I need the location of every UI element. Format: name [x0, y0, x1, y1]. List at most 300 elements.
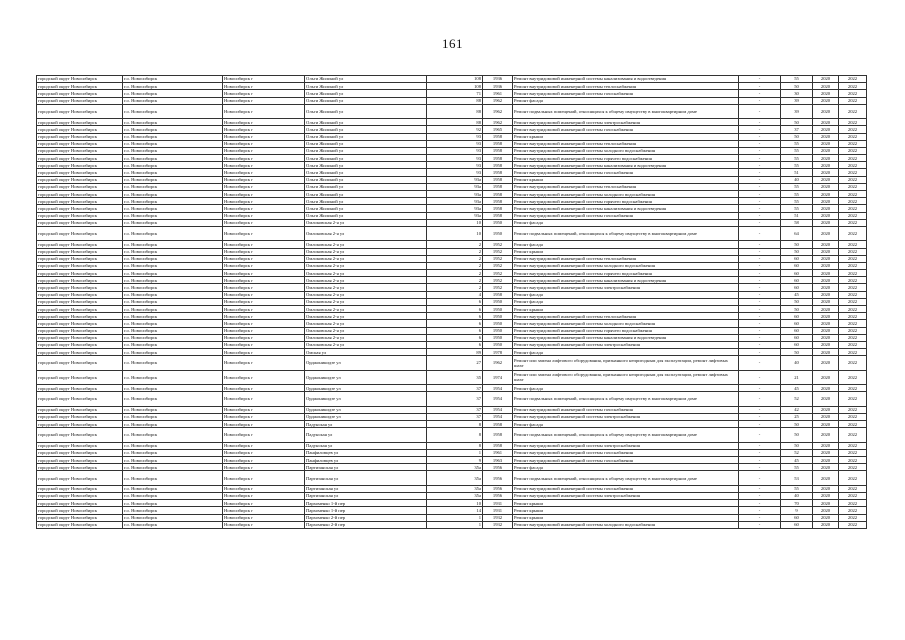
cell-year-end: 2022 [839, 291, 867, 298]
cell-year-built: 1956 [483, 492, 513, 499]
cell-work-type: Ремонт внутридомовой инженерной системы холодного водоснабжения [513, 147, 739, 154]
cell-dash: - [739, 155, 781, 162]
cell-city: Новосибирск г [223, 133, 305, 140]
cell-year-end: 2022 [839, 270, 867, 277]
cell-city: Новосибирск г [223, 241, 305, 248]
table-row [37, 313, 867, 320]
cell-city: Новосибирск г [223, 248, 305, 255]
cell-dash: - [739, 349, 781, 356]
table-row [37, 83, 867, 90]
table-row [37, 464, 867, 471]
cell-cost: 50 [781, 248, 813, 255]
cell-year-built: 1950 [483, 341, 513, 348]
cell-year-end: 2022 [839, 356, 867, 370]
cell-city: Новосибирск г [223, 97, 305, 104]
cell-municipality: городской округ Новосибирск [37, 176, 123, 183]
cell-dash: - [739, 226, 781, 240]
cell-work-type: Ремонт крыши [513, 514, 739, 521]
cell-dash: - [739, 291, 781, 298]
cell-year-built: 1932 [483, 521, 513, 528]
cell-work-type: Ремонт внутридомовой инженерной системы холодного водоснабжения [513, 191, 739, 198]
cell-dash: - [739, 198, 781, 205]
cell-city: Новосибирск г [223, 219, 305, 226]
cell-year-end: 2022 [839, 140, 867, 147]
cell-year-built: 1936 [483, 83, 513, 90]
cell-work-type: Ремонт внутридомовой инженерной системы теплоснабжения [513, 255, 739, 262]
table-row [37, 507, 867, 514]
cell-city: Новосибирск г [223, 226, 305, 240]
cell-year-end: 2022 [839, 413, 867, 420]
cell-municipality: городской округ Новосибирск [37, 198, 123, 205]
cell-street: Пархоменко 1-й пер [305, 507, 427, 514]
cell-dash: - [739, 356, 781, 370]
cell-year-end: 2022 [839, 133, 867, 140]
cell-work-type: Ремонт внутридомовой инженерной системы теплоснабжения [513, 313, 739, 320]
table-row [37, 226, 867, 240]
cell-street: Орджоникидзе ул [305, 370, 427, 384]
cell-city: Новосибирск г [223, 205, 305, 212]
cell-year-start: 2020 [813, 298, 839, 305]
cell-year-start: 2020 [813, 349, 839, 356]
cell-city: Новосибирск г [223, 191, 305, 198]
cell-city: Новосибирск г [223, 140, 305, 147]
table-row [37, 327, 867, 334]
cell-dash: - [739, 507, 781, 514]
cell-dash: - [739, 262, 781, 269]
cell-cost: 55 [781, 485, 813, 492]
cell-municipality: городской округ Новосибирск [37, 306, 123, 313]
cell-year-built: 1954 [483, 413, 513, 420]
cell-house-number: 93а [427, 176, 483, 183]
cell-year-end: 2022 [839, 119, 867, 126]
table-row [37, 428, 867, 442]
cell-municipality: городской округ Новосибирск [37, 406, 123, 413]
cell-year-start: 2020 [813, 464, 839, 471]
cell-year-built: 1958 [483, 176, 513, 183]
cell-settlement: г.о. Новосибирск [123, 169, 223, 176]
cell-cost: 25 [781, 413, 813, 420]
cell-dash: - [739, 406, 781, 413]
cell-year-start: 2020 [813, 313, 839, 320]
cell-municipality: городской округ Новосибирск [37, 492, 123, 499]
cell-year-start: 2020 [813, 291, 839, 298]
cell-house-number: 108 [427, 83, 483, 90]
cell-municipality: городской округ Новосибирск [37, 521, 123, 528]
table-row [37, 119, 867, 126]
table-row [37, 90, 867, 97]
cell-dash: - [739, 140, 781, 147]
cell-house-number: 2 [427, 270, 483, 277]
cell-city: Новосибирск г [223, 334, 305, 341]
cell-work-type: Ремонт внутридомовой инженерной системы электроснабжения [513, 284, 739, 291]
cell-year-built: 1956 [483, 485, 513, 492]
cell-dash: - [739, 169, 781, 176]
cell-cost: 50 [781, 349, 813, 356]
cell-settlement: г.о. Новосибирск [123, 406, 223, 413]
cell-city: Новосибирск г [223, 255, 305, 262]
cell-year-built: 1950 [483, 320, 513, 327]
cell-cost: 9 [781, 507, 813, 514]
cell-street: Ольги Жилиной ул [305, 76, 427, 83]
cell-work-type: Ремонт или замена лифтового оборудования, признанного непригодным для эксплуатации, ремонт лифтовых шахт [513, 356, 739, 370]
table-row [37, 291, 867, 298]
cell-year-built: 1963 [483, 457, 513, 464]
table-row [37, 126, 867, 133]
cell-street: Ольги Жилиной ул [305, 90, 427, 97]
table-row [37, 255, 867, 262]
cell-dash: - [739, 320, 781, 327]
cell-year-end: 2022 [839, 449, 867, 456]
cell-city: Новосибирск г [223, 471, 305, 485]
cell-municipality: городской округ Новосибирск [37, 500, 123, 507]
table-row [37, 241, 867, 248]
cell-municipality: городской округ Новосибирск [37, 449, 123, 456]
table-row [37, 485, 867, 492]
cell-work-type: Ремонт подвальных помещений, относящихся к общему имуществу в многоквартирном доме [513, 226, 739, 240]
table-row [37, 104, 867, 118]
cell-year-end: 2022 [839, 421, 867, 428]
cell-cost: 50 [781, 133, 813, 140]
cell-settlement: г.о. Новосибирск [123, 270, 223, 277]
cell-house-number: 93 [427, 140, 483, 147]
table-row [37, 191, 867, 198]
cell-settlement: г.о. Новосибирск [123, 521, 223, 528]
cell-work-type: Ремонт крыши [513, 176, 739, 183]
cell-settlement: г.о. Новосибирск [123, 428, 223, 442]
cell-city: Новосибирск г [223, 457, 305, 464]
cell-street: Омлоковская 2-я ул [305, 277, 427, 284]
cell-work-type: Ремонт фасада [513, 219, 739, 226]
cell-year-end: 2022 [839, 442, 867, 449]
cell-cost: 30 [781, 90, 813, 97]
table-row [37, 370, 867, 384]
cell-settlement: г.о. Новосибирск [123, 349, 223, 356]
cell-year-end: 2022 [839, 464, 867, 471]
cell-cost: 55 [781, 191, 813, 198]
cell-settlement: г.о. Новосибирск [123, 83, 223, 90]
cell-municipality: городской округ Новосибирск [37, 428, 123, 442]
cell-settlement: г.о. Новосибирск [123, 133, 223, 140]
cell-year-built: 1965 [483, 126, 513, 133]
cell-house-number: 4 [427, 291, 483, 298]
cell-work-type: Ремонт внутридомовой инженерной системы канализования и водоотведения [513, 162, 739, 169]
cell-street: Омлоковская 2-я ул [305, 226, 427, 240]
cell-settlement: г.о. Новосибирск [123, 255, 223, 262]
cell-house-number: 88 [427, 97, 483, 104]
cell-street: Омская ул [305, 349, 427, 356]
cell-dash: - [739, 241, 781, 248]
cell-house-number: 6 [427, 327, 483, 334]
cell-house-number: 1 [427, 514, 483, 521]
table-row [37, 212, 867, 219]
cell-city: Новосибирск г [223, 126, 305, 133]
cell-settlement: г.о. Новосибирск [123, 126, 223, 133]
cell-work-type: Ремонт подвальных помещений, относящихся к общему имуществу в многоквартирном доме [513, 471, 739, 485]
cell-street: Панфиловцев ул [305, 449, 427, 456]
cell-house-number: 88 [427, 119, 483, 126]
cell-street: Ольги Жилиной ул [305, 97, 427, 104]
cell-cost: 60 [781, 284, 813, 291]
cell-settlement: г.о. Новосибирск [123, 313, 223, 320]
table-row [37, 277, 867, 284]
cell-settlement: г.о. Новосибирск [123, 471, 223, 485]
cell-municipality: городской округ Новосибирск [37, 90, 123, 97]
cell-year-built: 1958 [483, 133, 513, 140]
cell-year-built: 1958 [483, 291, 513, 298]
table-row [37, 219, 867, 226]
cell-work-type: Ремонт фасада [513, 97, 739, 104]
cell-municipality: городской округ Новосибирск [37, 464, 123, 471]
cell-year-start: 2020 [813, 155, 839, 162]
cell-city: Новосибирск г [223, 320, 305, 327]
cell-settlement: г.о. Новосибирск [123, 334, 223, 341]
cell-year-built: 1931 [483, 507, 513, 514]
cell-work-type: Ремонт фасада [513, 241, 739, 248]
cell-year-end: 2022 [839, 500, 867, 507]
cell-house-number: 1 [427, 449, 483, 456]
cell-municipality: городской округ Новосибирск [37, 298, 123, 305]
cell-cost: 60 [781, 255, 813, 262]
table-row [37, 406, 867, 413]
cell-work-type: Ремонт внутридомовой инженерной системы газоснабжения [513, 457, 739, 464]
cell-settlement: г.о. Новосибирск [123, 442, 223, 449]
table-row [37, 169, 867, 176]
cell-city: Новосибирск г [223, 521, 305, 528]
table-row [37, 262, 867, 269]
cell-house-number: 2 [427, 277, 483, 284]
table-row [37, 449, 867, 456]
table-row [37, 284, 867, 291]
cell-dash: - [739, 205, 781, 212]
cell-dash: - [739, 428, 781, 442]
cell-cost: 50 [781, 442, 813, 449]
cell-year-built: 1932 [483, 514, 513, 521]
cell-street: Омлоковская 2-я ул [305, 341, 427, 348]
cell-city: Новосибирск г [223, 356, 305, 370]
cell-street: Партизанская ул [305, 464, 427, 471]
table-row [37, 492, 867, 499]
table-row [37, 248, 867, 255]
cell-municipality: городской округ Новосибирск [37, 320, 123, 327]
cell-year-start: 2020 [813, 191, 839, 198]
cell-year-start: 2020 [813, 226, 839, 240]
table-row [37, 320, 867, 327]
cell-municipality: городской округ Новосибирск [37, 356, 123, 370]
cell-year-end: 2022 [839, 183, 867, 190]
cell-city: Новосибирск г [223, 277, 305, 284]
cell-house-number: 89 [427, 349, 483, 356]
cell-house-number: 93а [427, 205, 483, 212]
cell-house-number: 93 [427, 147, 483, 154]
cell-dash: - [739, 76, 781, 83]
cell-municipality: городской округ Новосибирск [37, 327, 123, 334]
cell-year-end: 2022 [839, 385, 867, 392]
cell-year-start: 2020 [813, 334, 839, 341]
cell-year-built: 1952 [483, 241, 513, 248]
cell-dash: - [739, 471, 781, 485]
cell-work-type: Ремонт внутридомовой инженерной системы канализования и водоотведения [513, 76, 739, 83]
cell-work-type: Ремонт фасада [513, 349, 739, 356]
cell-year-end: 2022 [839, 248, 867, 255]
cell-house-number: 88 [427, 104, 483, 118]
table-row [37, 421, 867, 428]
cell-cost: 50 [781, 241, 813, 248]
cell-settlement: г.о. Новосибирск [123, 327, 223, 334]
cell-street: Ольги Жилиной ул [305, 183, 427, 190]
cell-year-start: 2020 [813, 241, 839, 248]
cell-dash: - [739, 421, 781, 428]
cell-city: Новосибирск г [223, 485, 305, 492]
cell-city: Новосибирск г [223, 327, 305, 334]
cell-city: Новосибирск г [223, 270, 305, 277]
cell-year-end: 2022 [839, 169, 867, 176]
cell-cost: 58 [781, 219, 813, 226]
cell-street: Ольги Жилиной ул [305, 191, 427, 198]
cell-settlement: г.о. Новосибирск [123, 413, 223, 420]
cell-year-built: 1962 [483, 97, 513, 104]
cell-municipality: городской округ Новосибирск [37, 76, 123, 83]
cell-city: Новосибирск г [223, 313, 305, 320]
cell-house-number: 93а [427, 212, 483, 219]
cell-year-start: 2020 [813, 169, 839, 176]
cell-dash: - [739, 255, 781, 262]
cell-house-number: 37 [427, 406, 483, 413]
cell-cost: 51 [781, 212, 813, 219]
cell-year-built: 1978 [483, 349, 513, 356]
cell-city: Новосибирск г [223, 155, 305, 162]
cell-year-built: 1958 [483, 421, 513, 428]
cell-dash: - [739, 392, 781, 406]
cell-work-type: Ремонт подвальных помещений, относящихся к общему имуществу в многоквартирном доме [513, 428, 739, 442]
cell-year-built: 1952 [483, 277, 513, 284]
cell-house-number: 35 [427, 370, 483, 384]
cell-city: Новосибирск г [223, 90, 305, 97]
cell-work-type: Ремонт внутридомовой инженерной системы горячего водоснабжения [513, 270, 739, 277]
table-row [37, 183, 867, 190]
cell-year-built: 1931 [483, 500, 513, 507]
cell-house-number: 35а [427, 464, 483, 471]
cell-year-end: 2022 [839, 471, 867, 485]
cell-settlement: г.о. Новосибирск [123, 356, 223, 370]
cell-municipality: городской округ Новосибирск [37, 385, 123, 392]
cell-year-start: 2020 [813, 248, 839, 255]
cell-dash: - [739, 413, 781, 420]
cell-settlement: г.о. Новосибирск [123, 119, 223, 126]
cell-street: Пархоменко 2-й пер [305, 514, 427, 521]
cell-year-end: 2022 [839, 492, 867, 499]
cell-cost: 60 [781, 514, 813, 521]
cell-municipality: городской округ Новосибирск [37, 104, 123, 118]
cell-year-built: 1958 [483, 428, 513, 442]
cell-dash: - [739, 327, 781, 334]
cell-work-type: Ремонт внутридомовой инженерной системы газоснабжения [513, 485, 739, 492]
cell-city: Новосибирск г [223, 262, 305, 269]
cell-cost: 55 [781, 464, 813, 471]
cell-city: Новосибирск г [223, 449, 305, 456]
cell-municipality: городской округ Новосибирск [37, 162, 123, 169]
cell-street: Пархоменко 1-й пер [305, 500, 427, 507]
cell-cost: 50 [781, 421, 813, 428]
cell-settlement: г.о. Новосибирск [123, 392, 223, 406]
cell-year-start: 2020 [813, 385, 839, 392]
cell-municipality: городской округ Новосибирск [37, 183, 123, 190]
cell-year-built: 1954 [483, 392, 513, 406]
cell-year-start: 2020 [813, 406, 839, 413]
cell-settlement: г.о. Новосибирск [123, 198, 223, 205]
page-number: 161 [442, 36, 463, 51]
cell-work-type: Ремонт внутридомовой инженерной системы канализования и водоотведения [513, 334, 739, 341]
cell-year-start: 2020 [813, 270, 839, 277]
cell-year-built: 1952 [483, 262, 513, 269]
cell-cost: 60 [781, 277, 813, 284]
cell-work-type: Ремонт внутридомовой инженерной системы электроснабжения [513, 492, 739, 499]
cell-dash: - [739, 183, 781, 190]
table-row [37, 176, 867, 183]
cell-year-built: 1958 [483, 198, 513, 205]
cell-year-built: 1958 [483, 212, 513, 219]
cell-year-end: 2022 [839, 191, 867, 198]
table-row [37, 162, 867, 169]
cell-house-number: 6 [427, 320, 483, 327]
cell-settlement: г.о. Новосибирск [123, 219, 223, 226]
cell-street: Омлоковская 2-я ул [305, 241, 427, 248]
cell-municipality: городской округ Новосибирск [37, 442, 123, 449]
cell-dash: - [739, 464, 781, 471]
cell-settlement: г.о. Новосибирск [123, 298, 223, 305]
cell-street: Орджоникидзе ул [305, 385, 427, 392]
cell-work-type: Ремонт фасада [513, 298, 739, 305]
cell-settlement: г.о. Новосибирск [123, 241, 223, 248]
cell-work-type: Ремонт подвальных помещений, относящихся к общему имуществу в многоквартирном доме [513, 392, 739, 406]
cell-year-start: 2020 [813, 140, 839, 147]
cell-year-start: 2020 [813, 205, 839, 212]
cell-municipality: городской округ Новосибирск [37, 349, 123, 356]
cell-year-end: 2022 [839, 126, 867, 133]
cell-settlement: г.о. Новосибирск [123, 262, 223, 269]
table-row [37, 155, 867, 162]
table-row [37, 413, 867, 420]
cell-year-start: 2020 [813, 492, 839, 499]
cell-house-number: 9 [427, 457, 483, 464]
cell-year-end: 2022 [839, 428, 867, 442]
cell-settlement: г.о. Новосибирск [123, 162, 223, 169]
cell-work-type: Ремонт внутридомовой инженерной системы холодного водоснабжения [513, 521, 739, 528]
cell-year-end: 2022 [839, 284, 867, 291]
cell-year-end: 2022 [839, 277, 867, 284]
cell-city: Новосибирск г [223, 464, 305, 471]
cell-year-start: 2020 [813, 126, 839, 133]
cell-settlement: г.о. Новосибирск [123, 291, 223, 298]
cell-city: Новосибирск г [223, 83, 305, 90]
cell-year-built: 1958 [483, 169, 513, 176]
cell-dash: - [739, 334, 781, 341]
cell-work-type: Ремонт внутридомовой инженерной системы газоснабжения [513, 169, 739, 176]
cell-work-type: Ремонт крыши [513, 248, 739, 255]
cell-work-type: Ремонт внутридомовой инженерной системы теплоснабжения [513, 83, 739, 90]
cell-city: Новосибирск г [223, 492, 305, 499]
cell-dash: - [739, 457, 781, 464]
cell-cost: 60 [781, 270, 813, 277]
cell-year-start: 2020 [813, 219, 839, 226]
table-row [37, 385, 867, 392]
cell-dash: - [739, 485, 781, 492]
cell-cost: 55 [781, 155, 813, 162]
cell-settlement: г.о. Новосибирск [123, 226, 223, 240]
cell-year-built: 1936 [483, 76, 513, 83]
cell-settlement: г.о. Новосибирск [123, 485, 223, 492]
cell-work-type: Ремонт крыши [513, 507, 739, 514]
cell-house-number: 93а [427, 191, 483, 198]
